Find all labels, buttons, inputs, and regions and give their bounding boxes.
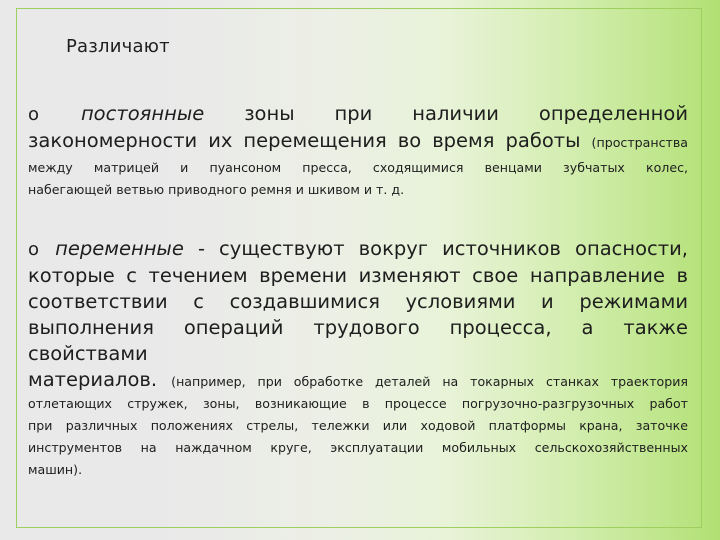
bullet-icon: o <box>28 104 40 125</box>
list-item-permanent <box>28 101 688 201</box>
term-permanent: постоянные <box>80 102 205 125</box>
item2-line4: выполнения операций трудового процесса, а также свойствами <box>28 316 688 365</box>
item1-line4: набегающей ветвью приводного ремня и шкивом и т. д. <box>28 182 405 197</box>
item1-line2 <box>28 128 688 154</box>
item2-line1 <box>28 236 688 263</box>
item2-text5: материалов. <box>28 368 158 391</box>
item2-text1: - существуют вокруг источников опасности, <box>197 237 688 260</box>
item2-note-start: (например, при обработке деталей на токарных станках траектория <box>171 374 688 389</box>
item1-text2: закономерности их перемещения во время работы <box>28 129 581 152</box>
item2-line6: отлетающих стружек, зоны, возникающие в процессе погрузочно-разгрузочных работ <box>28 396 688 411</box>
item1-line3: между матрицей и пуансоном пресса, сходящимися венцами зубчатых колес, <box>28 160 688 175</box>
term-variable: переменные <box>55 237 184 260</box>
list-item-variable <box>28 236 688 481</box>
item2-line3: соответствии с создавшимися условиями и режимами <box>28 290 688 313</box>
item2-line2: которые с течением времени изменяют свое направление в <box>28 264 688 287</box>
slide-heading: Различают <box>66 36 170 57</box>
item2-line5 <box>28 367 688 393</box>
item2-line8: инструментов на наждачном круге, эксплуатации мобильных сельскохозяйственных <box>28 440 688 455</box>
item1-line1 <box>28 101 688 128</box>
item1-text1: зоны при наличии определенной <box>244 102 688 125</box>
item2-line7: при различных положениях стрелы, тележки или ходовой платформы крана, заточке <box>28 418 688 433</box>
item2-line9: машин). <box>28 462 83 477</box>
bullet-icon: o <box>28 239 40 260</box>
item1-note-start: (пространства <box>591 135 688 150</box>
